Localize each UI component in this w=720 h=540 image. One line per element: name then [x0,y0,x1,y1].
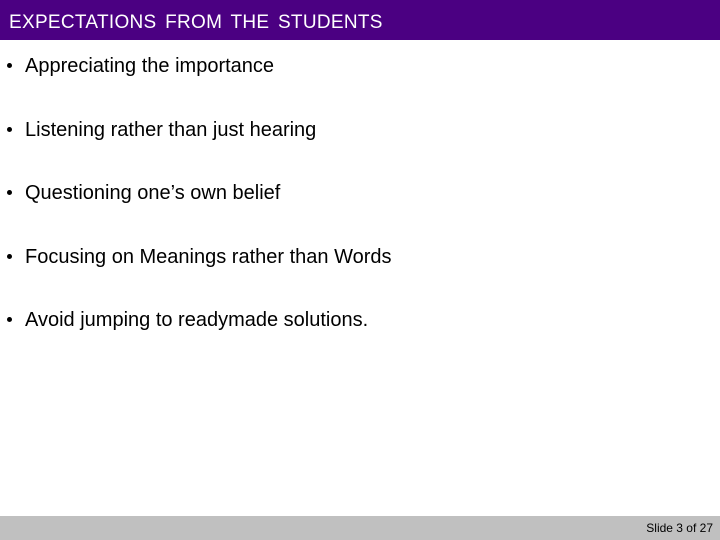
bullet-dot-icon [7,190,12,195]
slide-number: Slide 3 of 27 [646,521,713,535]
bullet-list [0,54,720,372]
bullet-dot-icon [7,63,12,68]
bullet-text: Listening rather than just hearing [25,118,317,141]
bullet-text: Focusing on Meanings rather than Words [25,245,392,268]
list-item [0,308,720,372]
list-item [0,181,720,245]
slide-footer [0,516,720,540]
bullet-dot-icon [7,254,12,259]
list-item [0,54,720,118]
bullet-text: Appreciating the importance [25,55,275,77]
bullet-dot-icon [7,317,12,322]
bullet-dot-icon [7,127,12,132]
slide-title-bar [0,0,720,40]
bullet-text: Avoid jumping to readymade solutions. [25,309,369,331]
list-item [0,118,720,182]
slide-title: EXPECTATIONS FROM THE STUDENTS [9,12,383,33]
bullet-text: Questioning one’s own belief [25,182,281,204]
list-item [0,245,720,309]
